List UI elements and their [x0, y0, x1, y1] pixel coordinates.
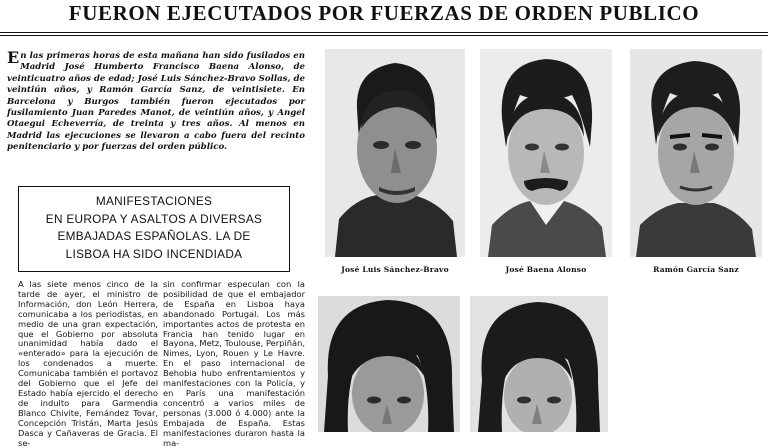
headline: FUERON EJECUTADOS POR FUERZAS DE ORDEN PUBLICO: [68, 1, 700, 25]
caption-photo-3: Ramón García Sanz: [653, 265, 739, 274]
portrait-photo-1: [325, 49, 465, 257]
caption-photo-2: José Baena Alonso: [505, 265, 587, 274]
boxed-heading-line-4: LISBOA HA SIDO INCENDIADA: [65, 246, 243, 261]
boxed-heading-line-1: MANIFESTACIONES: [95, 194, 213, 208]
portrait-photo-3: [630, 49, 762, 257]
lead-paragraph: En las primeras horas de esta mañana han sido fusilados en Madrid José Humberto Francisco Baena Alonso, de veinticuatro años de edad; José Luis Sánchez-Bravo Sollas, de veintiún años, y Ramón García Sanz, de veintisiete. En Barcelona y Burgos también fueron ejecutados por fusilamiento Juan Paredes Manot, de veintiún años, y Angel Otaegui Echeverría, de treinta y tres años. Al menos en Madrid las ejecuciones se llevaron a cabo fuera del recinto penitenciario y por fuerzas del orden público.: [7, 48, 305, 153]
caption-photo-1: José Luis Sánchez-Bravo: [341, 265, 449, 274]
body-column-1: A las siete menos cinco de la tarde de ayer, el ministro de Información, don León Herrera, comunicaba a los periodistas, en medio de una gran expectación, que el Gobierno por absoluta unanimidad había dado el «enterado» para la ejecución de los condenados a muerte. Comunicaba también el portavoz del Gobierno que el Jefe del Estado había ejercido el derecho de indulto para Garmendia Blanco Chivite, Fernández Tovar, Concepción Tristán, Marta Jesús Dasca y Cañaveras de Gracia. El se-: [18, 279, 158, 448]
body-column-2: sin confirmar especulan con la posibilidad de que el embajador de España en Lisboa haya abandonado Portugal. Los más importantes actos de protesta en Francia han tenido lugar en Bayona, Metz, Toulouse, Perpiñán, Nimes, Lyon, Rouen y Le Havre. En el paso internacional de Behobia hubo enfrentamientos y manifestaciones con la Policía, y en París una manifestación concentró a varios miles de personas (3.000 ó 4.000) ante la Embajada de España. Estas manifestaciones duraron hasta la ma-: [163, 279, 305, 448]
portrait-photo-4: [318, 296, 460, 432]
boxed-heading-line-2: EN EUROPA Y ASALTOS A DIVERSAS: [45, 211, 263, 226]
portrait-photo-2: [480, 49, 612, 257]
boxed-heading-line-3: EMBAJADAS ESPAÑOLAS. LA DE: [57, 229, 251, 243]
portrait-photo-5: [470, 296, 608, 432]
boxed-heading: [18, 186, 290, 272]
headline-rule-bottom: [0, 35, 768, 36]
headline-rule-top: [0, 32, 768, 33]
